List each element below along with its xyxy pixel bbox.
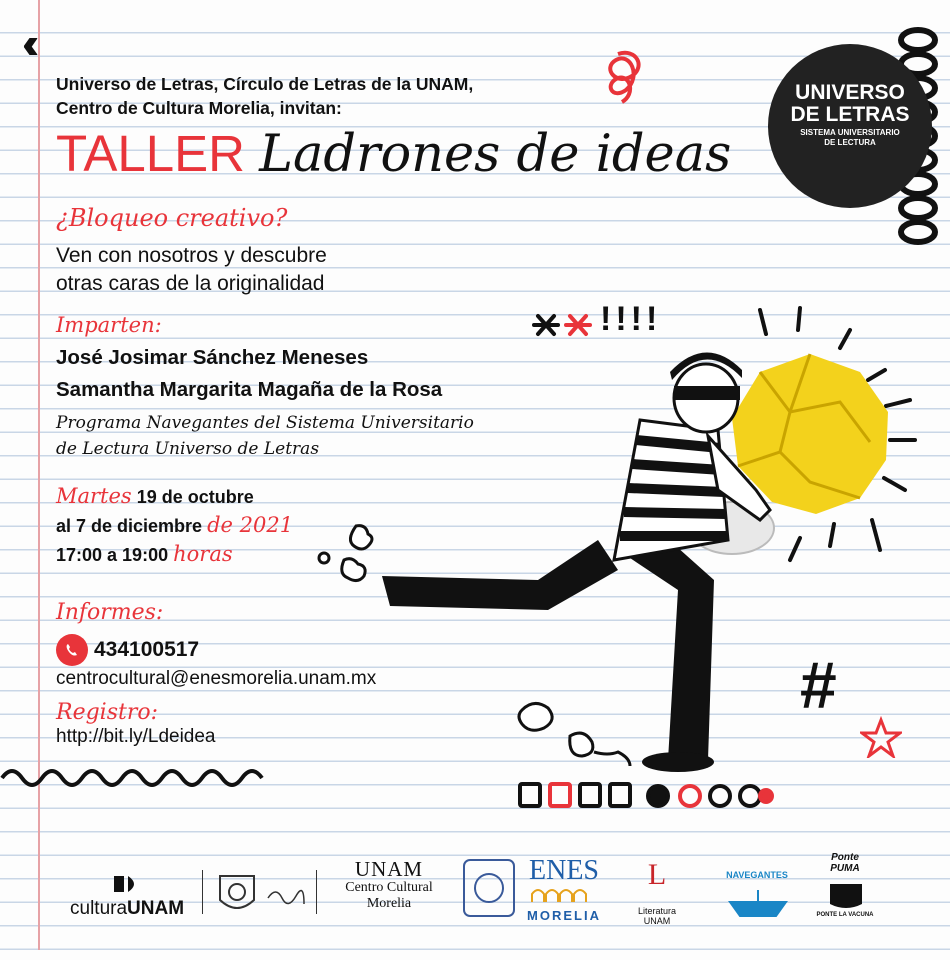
ccm-line-3: Morelia bbox=[366, 896, 412, 911]
subtitle-line-2: otras caras de la originalidad bbox=[56, 272, 325, 295]
instructor-1: José Josimar Sánchez Meneses bbox=[56, 346, 369, 369]
dust-puff-icon bbox=[310, 520, 380, 590]
ponte-puma-logo bbox=[820, 852, 870, 874]
badge-line-4: DE LECTURA bbox=[824, 138, 876, 147]
paper-boat-icon bbox=[726, 888, 790, 918]
badge-line-3: SISTEMA UNIVERSITARIO bbox=[800, 128, 900, 137]
ccm-line-2: Centro Cultural bbox=[345, 880, 433, 895]
schedule-day: Martes bbox=[56, 484, 132, 508]
title-workshop-name: Ladrones de ideas bbox=[259, 125, 732, 184]
informes-label: Informes: bbox=[56, 600, 164, 625]
back-chevron-icon[interactable]: ‹‹ bbox=[22, 19, 28, 68]
notebook-margin-line bbox=[38, 0, 40, 950]
enes-line-2: MORELIA bbox=[527, 908, 601, 923]
literatura-line-2: UNAM bbox=[643, 916, 671, 926]
badge-line-1: UNIVERSO bbox=[795, 81, 905, 104]
title-taller: TALLER bbox=[56, 125, 245, 182]
footstep-dust-icon bbox=[512, 696, 642, 776]
enes-arches-icon bbox=[530, 886, 600, 904]
shapes-row-decoration bbox=[516, 778, 778, 814]
logo-divider bbox=[316, 870, 317, 914]
phone-row bbox=[56, 634, 199, 666]
whatsapp-icon[interactable] bbox=[56, 634, 88, 666]
hash-doodle: # bbox=[800, 648, 837, 722]
literatura-unam-logo bbox=[632, 906, 682, 926]
subtitle bbox=[56, 242, 476, 298]
puma-line-1: Ponte bbox=[831, 852, 859, 863]
centro-cultural-morelia-logo bbox=[334, 858, 444, 912]
exclamation-doodle: !!!! bbox=[600, 300, 662, 338]
registro-label: Registro: bbox=[56, 700, 159, 725]
registration-link[interactable]: http://bit.ly/Ldeidea bbox=[56, 726, 216, 747]
program-line-2: de Lectura Universo de Letras bbox=[56, 439, 320, 459]
intro-text bbox=[56, 72, 473, 120]
intro-line-1: Universo de Letras, Círculo de Letras de la UNAM, bbox=[56, 74, 474, 94]
cultura-prefix: cultura bbox=[70, 898, 128, 919]
cultura-bold: UNAM bbox=[127, 898, 185, 919]
navegantes-logo: NAVEGANTES bbox=[726, 870, 788, 880]
enes-line-1: ENES bbox=[529, 855, 599, 886]
creative-block-question: ¿Bloqueo creativo? bbox=[56, 204, 288, 232]
logo-divider bbox=[202, 870, 203, 914]
email-link[interactable]: centrocultural@enesmorelia.unam.mx bbox=[56, 668, 377, 689]
literatura-mark-icon: L bbox=[647, 858, 667, 891]
instructor-2: Samantha Margarita Magaña de la Rosa bbox=[56, 378, 443, 401]
intro-line-2: Centro de Cultura Morelia, invitan: bbox=[56, 98, 342, 118]
schedule-time: 17:00 a 19:00 bbox=[56, 545, 169, 565]
schedule-time-unit: horas bbox=[173, 542, 233, 566]
universo-de-letras-badge bbox=[768, 44, 932, 208]
ccm-line-1: UNAM bbox=[354, 857, 424, 881]
imparten-label: Imparten: bbox=[56, 313, 162, 337]
program-line-1: Programa Navegantes del Sistema Universitario bbox=[56, 413, 474, 433]
cultura-unam-logo bbox=[70, 898, 184, 920]
subtitle-line-1: Ven con nosotros y descubre bbox=[56, 244, 327, 267]
literatura-line-1: Literatura bbox=[637, 906, 677, 916]
signature-logo-icon bbox=[266, 884, 306, 910]
schedule-year: de 2021 bbox=[207, 513, 294, 537]
schedule-start: 19 de octubre bbox=[136, 487, 254, 507]
badge-line-2: DE LETRAS bbox=[790, 103, 910, 126]
red-star-doodle-icon bbox=[860, 716, 902, 758]
wavy-line-decoration bbox=[0, 760, 270, 790]
unam-crest-icon bbox=[462, 858, 516, 918]
schedule bbox=[56, 482, 293, 569]
sponsor-logos bbox=[0, 848, 950, 928]
red-scribble-icon bbox=[596, 46, 648, 108]
phone-number[interactable]: 434100517 bbox=[94, 638, 200, 661]
puma-mask-icon bbox=[826, 880, 866, 912]
asterisk-doodles-icon bbox=[532, 308, 596, 344]
puma-line-2: PUMA bbox=[830, 863, 860, 874]
unam-shield-icon bbox=[216, 872, 258, 918]
page-title bbox=[56, 125, 732, 184]
cultura-unam-mark-icon bbox=[112, 874, 142, 894]
schedule-end: al 7 de diciembre bbox=[56, 516, 203, 536]
ponte-la-vacuna-text: PONTE LA VACUNA bbox=[816, 912, 874, 918]
